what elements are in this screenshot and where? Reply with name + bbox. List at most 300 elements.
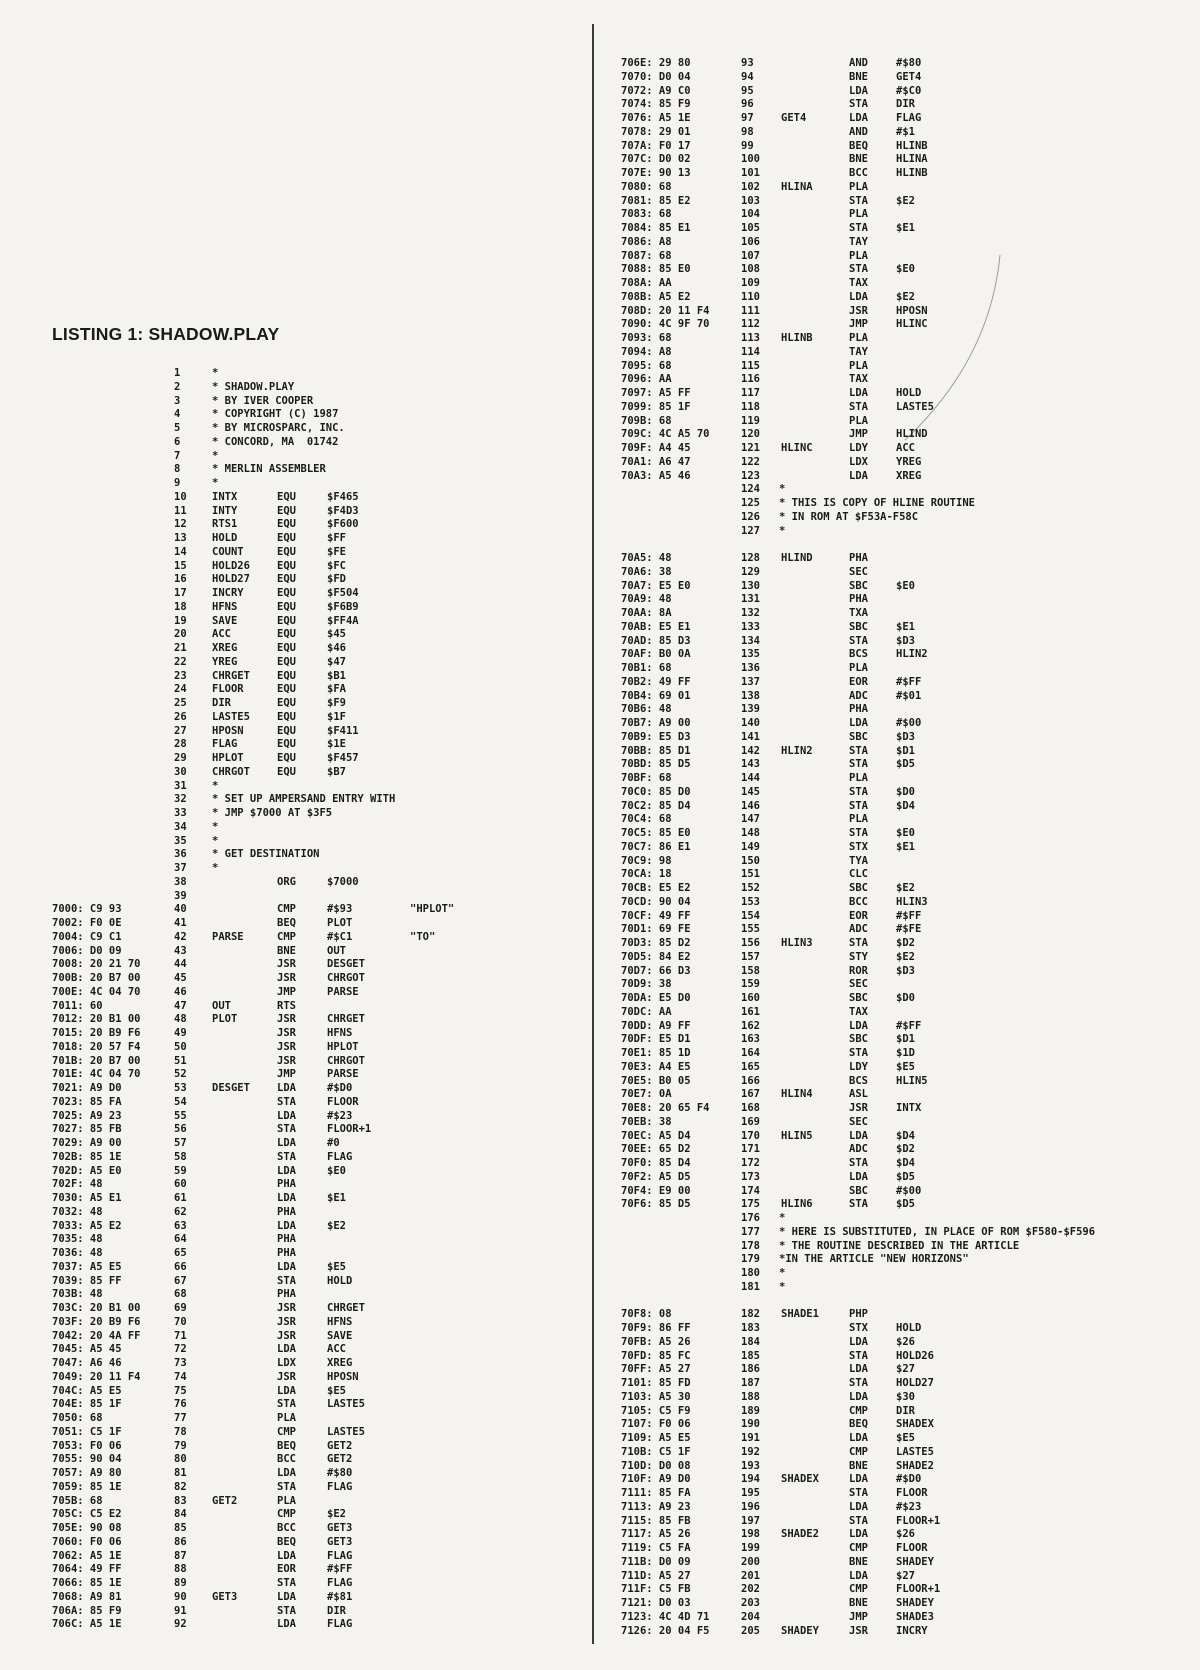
line-opcode: JSR <box>277 1013 296 1026</box>
line-number: 150 <box>741 854 760 867</box>
line-opcode: STA <box>849 799 868 812</box>
line-number: 23 <box>174 669 187 682</box>
line-comment: * <box>779 524 786 537</box>
line-operand: $1D <box>896 1047 915 1059</box>
line-address: 7074: 85 F9 <box>621 98 691 111</box>
column-divider <box>592 24 594 1644</box>
line-address: 70A3: A5 46 <box>621 469 691 482</box>
line-number: 113 <box>741 332 760 344</box>
line-opcode: BEQ <box>277 1439 296 1452</box>
line-operand: $27 <box>896 1569 915 1582</box>
line-operand: $FD <box>327 573 346 586</box>
line-operand: HLIND <box>896 428 928 441</box>
line-address: 7029: A9 00 <box>52 1137 122 1149</box>
line-opcode: TAY <box>849 235 868 248</box>
line-number: 201 <box>741 1569 760 1582</box>
line-number: 118 <box>741 400 760 413</box>
line-address: 70B9: E5 D3 <box>621 730 691 743</box>
line-opcode: STA <box>849 827 868 839</box>
line-number: 45 <box>174 972 187 984</box>
line-operand: $D1 <box>896 744 915 757</box>
line-number: 56 <box>174 1123 187 1136</box>
line-address: 70CA: 18 <box>621 868 672 881</box>
line-number: 174 <box>741 1184 760 1197</box>
line-address: 7076: A5 1E <box>621 112 691 124</box>
line-operand: $E2 <box>896 882 915 894</box>
line-number: 170 <box>741 1129 760 1142</box>
line-opcode: LDA <box>277 1549 296 1562</box>
line-label: SHADEY <box>781 1624 819 1637</box>
line-address: 7039: 85 FF <box>52 1274 122 1287</box>
line-opcode: SBC <box>849 1184 868 1197</box>
line-number: 84 <box>174 1508 187 1521</box>
line-operand: #$C0 <box>896 84 922 97</box>
line-number: 49 <box>174 1027 187 1039</box>
line-label: INTY <box>212 504 238 517</box>
line-opcode: SBC <box>849 730 868 743</box>
line-operand: $E5 <box>896 1432 915 1444</box>
line-number: 196 <box>741 1500 760 1513</box>
line-opcode: PHA <box>849 552 868 564</box>
line-comment: * <box>212 779 219 792</box>
line-opcode: JMP <box>277 1068 296 1081</box>
line-number: 93 <box>741 57 754 69</box>
line-opcode: SBC <box>849 882 868 894</box>
line-operand: $E1 <box>896 222 915 234</box>
line-number: 104 <box>741 208 760 221</box>
line-address: 70CB: E5 E2 <box>621 882 691 894</box>
line-label: FLAG <box>212 738 238 751</box>
line-comment: * <box>212 367 219 379</box>
line-address: 70F4: E9 00 <box>621 1184 691 1197</box>
line-operand: INCRY <box>896 1624 928 1637</box>
line-number: 53 <box>174 1082 187 1094</box>
line-address: 7107: F0 06 <box>621 1418 691 1431</box>
line-label: COUNT <box>212 545 244 558</box>
line-opcode: STA <box>849 1487 868 1499</box>
line-operand: $D4 <box>896 799 915 812</box>
line-opcode: BCS <box>849 1074 868 1087</box>
line-operand: LASTE5 <box>896 400 934 413</box>
line-address: 70A5: 48 <box>621 552 672 564</box>
line-number: 189 <box>741 1404 760 1417</box>
line-opcode: EQU <box>277 738 296 751</box>
line-operand: SHADE2 <box>896 1459 934 1472</box>
line-number: 46 <box>174 985 187 998</box>
line-number: 71 <box>174 1329 187 1342</box>
line-number: 7 <box>174 449 181 462</box>
line-opcode: EQU <box>277 655 296 668</box>
line-address: 7057: A9 80 <box>52 1467 122 1479</box>
line-opcode: EQU <box>277 573 296 586</box>
line-opcode: PLA <box>849 208 868 221</box>
line-operand: CHRGOT <box>327 972 365 984</box>
line-opcode: ORG <box>277 875 296 888</box>
line-opcode: PLA <box>849 662 868 674</box>
line-number: 141 <box>741 730 760 743</box>
line-opcode: STA <box>277 1398 296 1411</box>
line-address: 711B: D0 09 <box>621 1555 691 1568</box>
line-opcode: EQU <box>277 545 296 558</box>
line-number: 149 <box>741 840 760 853</box>
line-label: HLIN6 <box>781 1198 813 1211</box>
line-number: 115 <box>741 359 760 372</box>
line-opcode: TAY <box>849 345 868 358</box>
line-operand: $B1 <box>327 669 346 682</box>
line-address: 70DF: E5 D1 <box>621 1033 691 1046</box>
line-opcode: STX <box>849 840 868 853</box>
line-operand: GET3 <box>327 1535 353 1548</box>
line-operand: LASTE5 <box>327 1398 365 1411</box>
line-operand: $E2 <box>327 1508 346 1521</box>
line-operand: YREG <box>896 455 922 468</box>
line-operand: $26 <box>896 1528 915 1541</box>
line-operand: FLAG <box>327 1549 353 1562</box>
line-address: 70A6: 38 <box>621 565 672 578</box>
line-opcode: PLA <box>277 1494 296 1507</box>
line-number: 69 <box>174 1302 187 1314</box>
line-opcode: LDA <box>849 1432 868 1444</box>
line-comment: * SHADOW.PLAY <box>212 380 295 393</box>
line-operand: $D0 <box>896 785 915 798</box>
line-address: 705C: C5 E2 <box>52 1508 122 1521</box>
line-address: 7070: D0 04 <box>621 70 691 83</box>
line-operand: FLAG <box>327 1577 353 1589</box>
line-address: 7119: C5 FA <box>621 1542 691 1554</box>
line-number: 31 <box>174 779 187 792</box>
line-address: 70CF: 49 FF <box>621 909 691 922</box>
line-number: 165 <box>741 1060 760 1073</box>
line-operand: HLINB <box>896 167 928 179</box>
line-label: ACC <box>212 628 231 641</box>
line-operand: FLOOR+1 <box>327 1123 372 1136</box>
line-operand: $D3 <box>896 730 915 743</box>
line-address: 70F6: 85 D5 <box>621 1198 691 1211</box>
line-operand: HOLD27 <box>896 1377 934 1389</box>
line-number: 188 <box>741 1390 760 1403</box>
line-operand: #$1 <box>896 125 915 138</box>
line-operand: #$23 <box>896 1500 922 1513</box>
line-number: 95 <box>741 84 754 97</box>
line-label: HLIN4 <box>781 1088 813 1101</box>
line-operand: ACC <box>327 1343 346 1356</box>
line-number: 178 <box>741 1239 760 1252</box>
line-label: DIR <box>212 697 231 709</box>
line-opcode: JMP <box>277 985 296 998</box>
line-label: YREG <box>212 655 238 668</box>
line-operand: $D3 <box>896 634 915 647</box>
line-opcode: CMP <box>277 1508 296 1521</box>
line-address: 70EB: 38 <box>621 1115 672 1128</box>
line-address: 70AA: 8A <box>621 607 672 619</box>
line-number: 29 <box>174 752 187 764</box>
line-operand: $E1 <box>896 840 915 853</box>
line-remark: "TO" <box>410 930 436 943</box>
line-address: 7051: C5 1F <box>52 1425 122 1438</box>
line-address: 7090: 4C 9F 70 <box>621 318 710 331</box>
line-opcode: JSR <box>277 1329 296 1342</box>
line-number: 48 <box>174 1013 187 1026</box>
line-comment: * BY IVER COOPER <box>212 394 314 407</box>
line-number: 37 <box>174 862 187 874</box>
line-address: 707A: F0 17 <box>621 139 691 152</box>
line-label: HLIN5 <box>781 1129 813 1142</box>
line-number: 80 <box>174 1453 187 1466</box>
line-address: 70B4: 69 01 <box>621 689 691 702</box>
line-address: 700B: 20 B7 00 <box>52 972 141 984</box>
line-opcode: EQU <box>277 587 296 599</box>
line-number: 169 <box>741 1115 760 1128</box>
line-opcode: EQU <box>277 532 296 544</box>
line-opcode: EOR <box>277 1563 296 1576</box>
line-opcode: BNE <box>277 944 296 957</box>
line-label: SHADEX <box>781 1473 819 1486</box>
line-number: 21 <box>174 642 187 654</box>
line-comment: * THE ROUTINE DESCRIBED IN THE ARTICLE <box>779 1239 1020 1252</box>
line-opcode: SBC <box>849 579 868 592</box>
line-number: 43 <box>174 944 187 957</box>
line-number: 171 <box>741 1143 760 1156</box>
line-opcode: STA <box>277 1274 296 1287</box>
line-operand: HOLD26 <box>896 1349 934 1362</box>
line-address: 701E: 4C 04 70 <box>52 1068 141 1081</box>
line-operand: $FF <box>327 532 346 544</box>
line-operand: $F504 <box>327 587 359 599</box>
line-address: 70DA: E5 D0 <box>621 992 691 1004</box>
line-opcode: PLA <box>849 249 868 262</box>
line-operand: $FF4A <box>327 614 359 627</box>
line-opcode: LDY <box>849 1060 868 1073</box>
line-opcode: LDA <box>277 1082 296 1094</box>
line-opcode: LDA <box>849 717 868 729</box>
line-opcode: PHA <box>277 1205 296 1218</box>
line-opcode: LDA <box>277 1192 296 1204</box>
line-number: 90 <box>174 1590 187 1603</box>
scan-arc-mark <box>900 250 1020 450</box>
line-comment: * <box>779 1280 786 1293</box>
line-opcode: BCC <box>277 1453 296 1466</box>
line-address: 702D: A5 E0 <box>52 1164 122 1177</box>
line-opcode: TYA <box>849 854 868 867</box>
line-number: 77 <box>174 1412 187 1424</box>
line-opcode: LDA <box>277 1467 296 1479</box>
line-operand: #$C1 <box>327 930 353 943</box>
line-opcode: STA <box>277 1577 296 1589</box>
line-number: 126 <box>741 510 760 523</box>
line-opcode: BEQ <box>849 1418 868 1431</box>
line-operand: HOLD <box>896 387 922 399</box>
line-number: 50 <box>174 1040 187 1053</box>
line-opcode: BNE <box>849 1597 868 1609</box>
line-operand: $30 <box>896 1390 915 1403</box>
line-opcode: CMP <box>849 1445 868 1458</box>
line-operand: PARSE <box>327 1068 359 1081</box>
line-opcode: PLA <box>849 332 868 344</box>
line-opcode: LDA <box>849 1569 868 1582</box>
line-opcode: JMP <box>849 428 868 441</box>
line-number: 205 <box>741 1624 760 1637</box>
line-address: 708D: 20 11 F4 <box>621 304 710 317</box>
line-opcode: JSR <box>277 1054 296 1067</box>
line-address: 70E7: 0A <box>621 1088 672 1101</box>
line-opcode: LDA <box>849 1335 868 1348</box>
line-number: 26 <box>174 710 187 723</box>
line-operand: PARSE <box>327 985 359 998</box>
line-number: 190 <box>741 1418 760 1431</box>
line-operand: DIR <box>327 1604 346 1617</box>
line-address: 7123: 4C 4D 71 <box>621 1610 710 1623</box>
line-number: 180 <box>741 1267 760 1279</box>
line-operand: #$81 <box>327 1590 353 1603</box>
line-operand: XREG <box>896 469 922 482</box>
line-operand: FLOOR <box>896 1542 928 1554</box>
line-opcode: STA <box>849 744 868 757</box>
line-opcode: CMP <box>277 903 296 916</box>
line-number: 132 <box>741 607 760 619</box>
line-number: 102 <box>741 180 760 193</box>
line-comment: * <box>212 449 219 462</box>
line-opcode: LDA <box>849 1390 868 1403</box>
line-address: 70FD: 85 FC <box>621 1349 691 1362</box>
line-address: 7115: 85 FB <box>621 1514 691 1527</box>
line-number: 44 <box>174 958 187 971</box>
line-operand: $D3 <box>896 964 915 977</box>
line-number: 30 <box>174 765 187 778</box>
line-address: 70EC: A5 D4 <box>621 1129 691 1142</box>
line-opcode: EQU <box>277 669 296 682</box>
line-operand: #$FF <box>896 909 922 922</box>
line-number: 40 <box>174 903 187 916</box>
line-address: 70F2: A5 D5 <box>621 1170 691 1183</box>
line-address: 710D: D0 08 <box>621 1459 691 1472</box>
line-number: 128 <box>741 552 760 564</box>
line-number: 156 <box>741 937 760 949</box>
line-opcode: CMP <box>849 1404 868 1417</box>
line-number: 86 <box>174 1535 187 1548</box>
line-number: 73 <box>174 1357 187 1369</box>
line-opcode: STA <box>277 1095 296 1108</box>
line-opcode: STA <box>849 1198 868 1211</box>
line-opcode: RTS <box>277 999 296 1012</box>
line-opcode: EQU <box>277 504 296 517</box>
line-number: 22 <box>174 655 187 668</box>
line-opcode: BCS <box>849 648 868 661</box>
line-address: 7121: D0 03 <box>621 1597 691 1609</box>
line-address: 7032: 48 <box>52 1205 103 1218</box>
line-opcode: EQU <box>277 518 296 531</box>
line-number: 112 <box>741 318 760 331</box>
line-operand: GET3 <box>327 1522 353 1534</box>
line-opcode: STA <box>849 98 868 111</box>
line-address: 70D9: 38 <box>621 978 672 991</box>
line-number: 3 <box>174 394 181 407</box>
line-number: 179 <box>741 1253 760 1266</box>
line-opcode: EQU <box>277 752 296 764</box>
line-operand: $F9 <box>327 697 346 709</box>
line-address: 711F: C5 FB <box>621 1583 691 1596</box>
line-operand: HPOSN <box>896 304 928 317</box>
line-operand: CHRGOT <box>327 1054 365 1067</box>
line-opcode: STA <box>849 937 868 949</box>
line-number: 175 <box>741 1198 760 1211</box>
line-opcode: STA <box>849 400 868 413</box>
line-address: 710B: C5 1F <box>621 1445 691 1458</box>
line-number: 94 <box>741 70 754 83</box>
line-address: 7094: A8 <box>621 345 672 358</box>
line-address: 7018: 20 57 F4 <box>52 1040 141 1053</box>
line-operand: $E5 <box>896 1060 915 1073</box>
line-number: 101 <box>741 167 760 179</box>
line-number: 68 <box>174 1288 187 1301</box>
line-address: 70A7: E5 E0 <box>621 579 691 592</box>
line-address: 7015: 20 B9 F6 <box>52 1027 141 1039</box>
line-address: 70C2: 85 D4 <box>621 799 691 812</box>
line-operand: $47 <box>327 655 346 668</box>
line-number: 173 <box>741 1170 760 1183</box>
line-number: 55 <box>174 1109 187 1122</box>
line-operand: $27 <box>896 1363 915 1376</box>
line-address: 7066: 85 1E <box>52 1577 122 1589</box>
line-operand: HOLD <box>327 1274 353 1287</box>
line-address: 7068: A9 81 <box>52 1590 122 1603</box>
line-operand: #$D0 <box>327 1082 353 1094</box>
line-address: 70AD: 85 D3 <box>621 634 691 647</box>
line-operand: FLOOR+1 <box>896 1514 941 1527</box>
line-opcode: STA <box>849 1514 868 1527</box>
line-comment: * HERE IS SUBSTITUTED, IN PLACE OF ROM $F580-$F596 <box>779 1225 1096 1238</box>
line-operand: SHADEY <box>896 1555 934 1568</box>
line-number: 17 <box>174 587 187 599</box>
line-address: 7002: F0 0E <box>52 917 122 929</box>
line-label: OUT <box>212 999 231 1012</box>
line-operand: OUT <box>327 944 346 957</box>
line-opcode: PLA <box>849 813 868 826</box>
line-number: 85 <box>174 1522 187 1534</box>
line-number: 89 <box>174 1577 187 1589</box>
line-operand: HLINA <box>896 153 928 166</box>
line-operand: GET4 <box>896 70 922 83</box>
line-address: 70F8: 08 <box>621 1308 672 1321</box>
line-opcode: LDA <box>277 1137 296 1149</box>
line-address: 7105: C5 F9 <box>621 1404 691 1417</box>
line-number: 203 <box>741 1597 760 1609</box>
line-number: 148 <box>741 827 760 839</box>
line-label: INTX <box>212 490 238 503</box>
line-operand: HLINC <box>896 318 928 331</box>
line-address: 70CD: 90 04 <box>621 895 691 908</box>
line-opcode: STA <box>849 194 868 207</box>
line-number: 123 <box>741 469 760 482</box>
line-opcode: SEC <box>849 565 868 578</box>
line-operand: #$D0 <box>896 1473 922 1486</box>
line-number: 57 <box>174 1137 187 1149</box>
line-address: 70D5: 84 E2 <box>621 950 691 963</box>
line-opcode: CMP <box>849 1542 868 1554</box>
line-number: 54 <box>174 1095 187 1108</box>
line-operand: FLOOR <box>327 1095 359 1108</box>
line-address: 7103: A5 30 <box>621 1390 691 1403</box>
line-number: 202 <box>741 1583 760 1596</box>
line-number: 157 <box>741 950 760 963</box>
line-operand: SHADEY <box>896 1597 934 1609</box>
line-number: 58 <box>174 1150 187 1163</box>
line-label: CHRGET <box>212 669 250 682</box>
line-operand: HLIN2 <box>896 648 928 661</box>
line-address: 7099: 85 1F <box>621 400 691 413</box>
line-number: 9 <box>174 477 181 489</box>
line-number: 24 <box>174 683 187 696</box>
line-comment: * SET UP AMPERSAND ENTRY WITH <box>212 793 396 806</box>
